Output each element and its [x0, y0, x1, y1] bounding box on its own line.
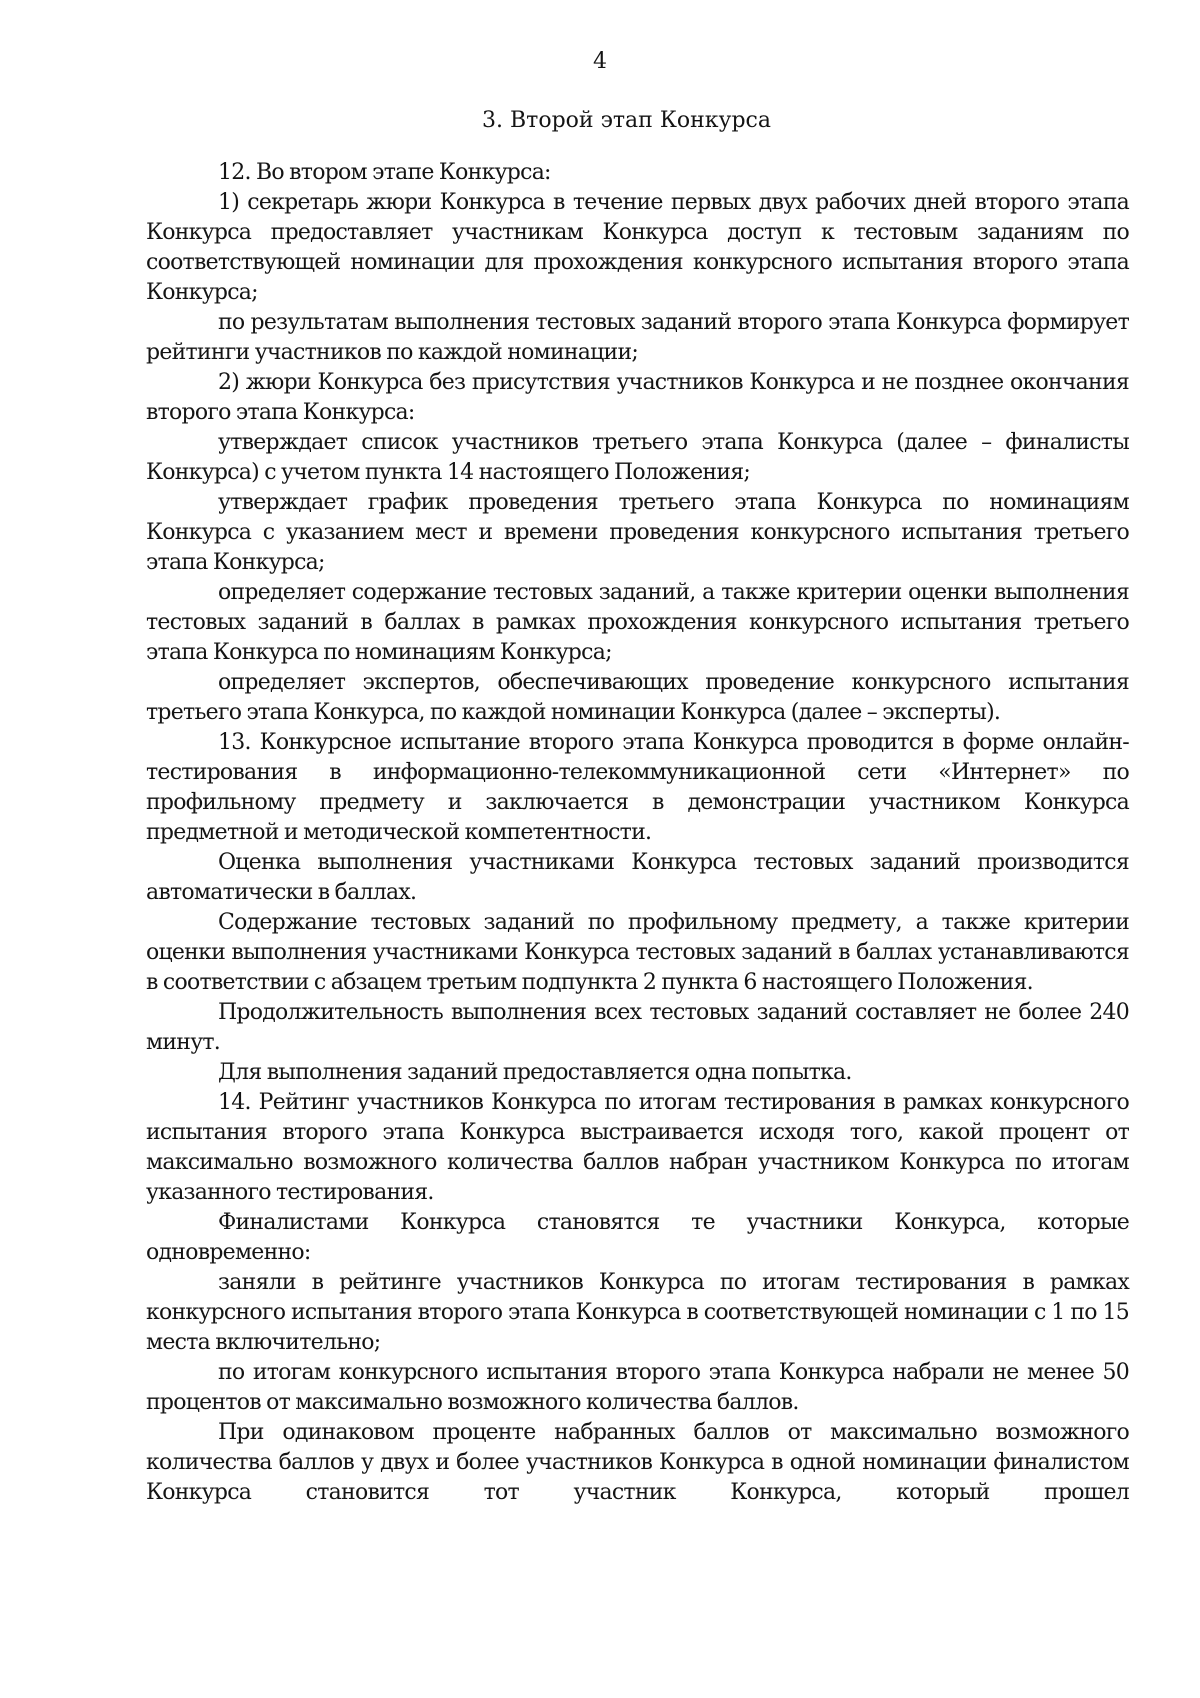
paragraph: по результатам выполнения тестовых заданий второго этапа Конкурса формирует рейтинги участников по каждой номинации; — [146, 310, 1129, 365]
paragraph: Продолжительность выполнения всех тестовых заданий составляет не более 240 минут. — [146, 1000, 1129, 1055]
paragraph: 1) секретарь жюри Конкурса в течение первых двух рабочих дней второго этапа Конкурса предоставляет участникам Конкурса доступ к тестовым заданиям по соответствующей номинации для прохождения конкурсного испытания второго этапа Конкурса; — [146, 190, 1129, 305]
paragraph: Оценка выполнения участниками Конкурса тестовых заданий производится автоматически в баллах. — [146, 850, 1129, 905]
paragraph: 12. Во втором этапе Конкурса: — [218, 160, 551, 185]
paragraph: Содержание тестовых заданий по профильному предмету, а также критерии оценки выполнения участниками Конкурса тестовых заданий в баллах устанавливаются в соответствии с абзацем третьим подпункта 2 пункта 6 настоящего Положения. — [146, 910, 1129, 995]
paragraph: утверждает список участников третьего этапа Конкурса (далее – финалисты Конкурса) с учетом пункта 14 настоящего Положения; — [146, 430, 1129, 485]
paragraph: Финалистами Конкурса становятся те участники Конкурса, которые одновременно: — [146, 1210, 1129, 1265]
page-number: 4 — [593, 49, 607, 74]
paragraph: определяет экспертов, обеспечивающих проведение конкурсного испытания третьего этапа Конкурса, по каждой номинации Конкурса (далее – эксперты). — [146, 670, 1129, 725]
paragraph: определяет содержание тестовых заданий, а также критерии оценки выполнения тестовых заданий в баллах в рамках прохождения конкурсного испытания третьего этапа Конкурса по номинациям Конкурса; — [146, 580, 1129, 665]
section-title: 3. Второй этап Конкурса — [482, 108, 771, 133]
paragraph: При одинаковом проценте набранных баллов от максимально возможного количества баллов у двух и более участников Конкурса в одной номинации финалистом Конкурса становится тот участник Конкурса, который прошел — [146, 1420, 1129, 1505]
paragraph: заняли в рейтинге участников Конкурса по итогам тестирования в рамках конкурсного испытания второго этапа Конкурса в соответствующей номинации с 1 по 15 места включительно; — [146, 1270, 1129, 1355]
paragraph: утверждает график проведения третьего этапа Конкурса по номинациям Конкурса с указанием мест и времени проведения конкурсного испытания третьего этапа Конкурса; — [146, 490, 1129, 575]
paragraph: 14. Рейтинг участников Конкурса по итогам тестирования в рамках конкурсного испытания второго этапа Конкурса выстраивается исходя того, какой процент от максимально возможного количества баллов набран участником Конкурса по итогам указанного тестирования. — [146, 1090, 1129, 1205]
paragraph: 13. Конкурсное испытание второго этапа Конкурса проводится в форме онлайн-тестирования в информационно-телекоммуникационной сети «Интернет» по профильному предмету и заключается в демонстрации участником Конкурса предметной и методической компетентности. — [146, 730, 1129, 845]
paragraph: по итогам конкурсного испытания второго этапа Конкурса набрали не менее 50 процентов от максимально возможного количества баллов. — [146, 1360, 1129, 1415]
paragraph: 2) жюри Конкурса без присутствия участников Конкурса и не позднее окончания второго этапа Конкурса: — [146, 370, 1129, 425]
document-body — [146, 158, 1129, 1508]
paragraph: Для выполнения заданий предоставляется одна попытка. — [218, 1060, 852, 1085]
